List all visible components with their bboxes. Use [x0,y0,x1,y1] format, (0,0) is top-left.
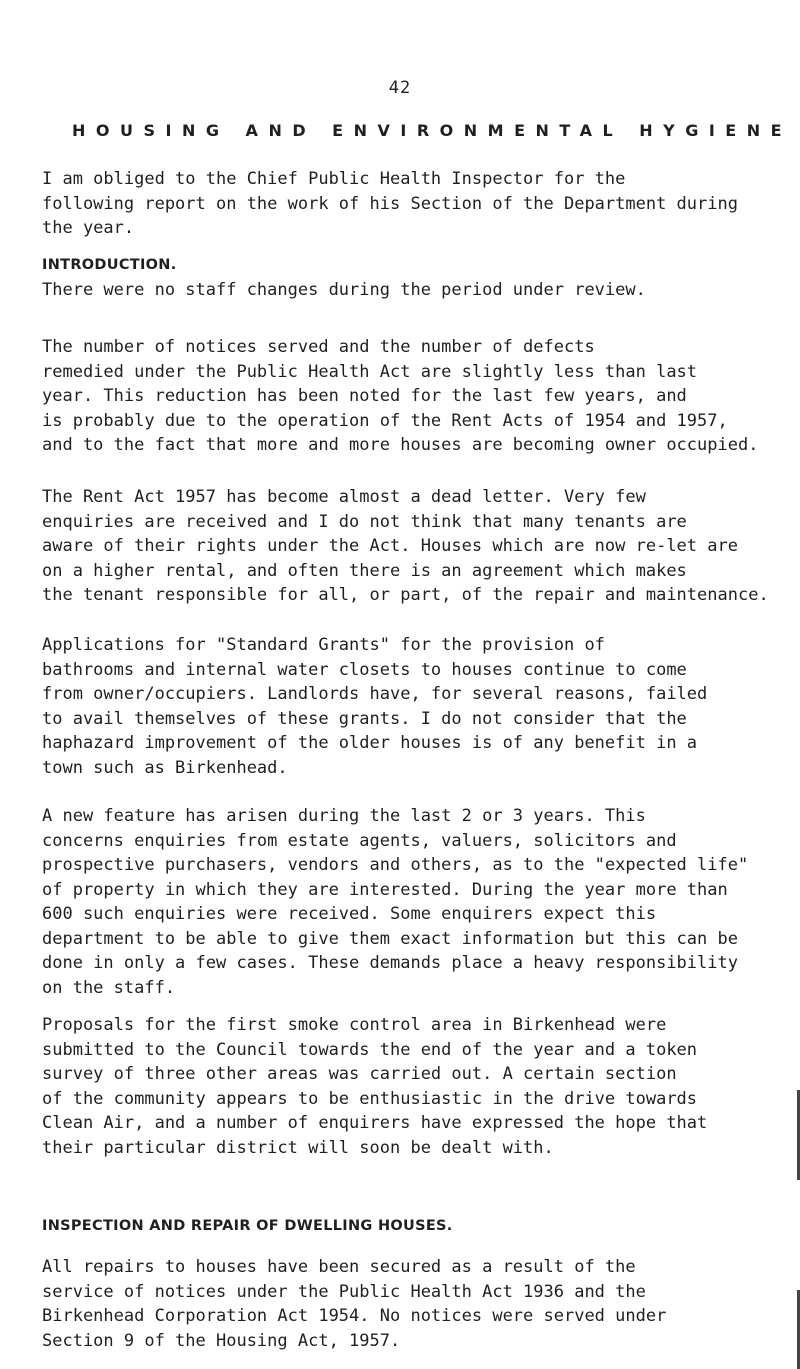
paragraph: Proposals for the first smoke control area in Birkenhead were submitted to the Council towards the end of the year and a token survey of three other areas was carried out. A certain section of the community appears to be enthusiastic in the drive towards Clean Air, and a number of enquirers have expressed the hope that their particular district will soon be dealt with. [42,1015,708,1158]
paragraph: A new feature has arisen during the last 2 or 3 years. This concerns enquiries from estate agents, valuers, solicitors and prospective purchasers, vendors and others, as to the "expected life" of property in which they are interested. During the year more than 600 such enquiries were received. Some enquirers expect this department to be able to give them exact information but this can be done in only a few cases. These demands place a heavy responsibility on the staff. [42,806,749,998]
paragraph: The number of notices served and the number of defects remedied under the Public Health Act are slightly less than last year. This reduction has been noted for the last few years, and is probably due to the operation of the Rent Acts of 1954 and 1957, and to the fact that more and more houses are becoming owner occupied. [42,337,759,455]
page-title: HOUSING AND ENVIRONMENTAL HYGIENE [72,121,793,140]
section-heading-inspection-repair: INSPECTION AND REPAIR OF DWELLING HOUSES. [42,1218,453,1234]
intro-paragraph: I am obliged to the Chief Public Health Inspector for the following report on the work of his Section of the Department during the year. [42,169,738,238]
paragraph: There were no staff changes during the period under review. [42,280,646,300]
section-heading-introduction: INTRODUCTION. [42,257,177,273]
page-number: 42 [388,78,412,98]
paragraph: The Rent Act 1957 has become almost a dead letter. Very few enquiries are received and I do not think that many tenants are aware of their rights under the Act. Houses which are now re-let are on a higher rental, and often there is an agreement which makes the tenant responsible for all, or part, of the repair and maintenance. [42,487,769,605]
paragraph: Applications for "Standard Grants" for the provision of bathrooms and internal water closets to houses continue to come from owner/occupiers. Landlords have, for several reasons, failed to avail themselves of these grants. I do not consider that the haphazard improvement of the older houses is of any benefit in a town such as Birkenhead. [42,635,708,778]
paragraph: All repairs to houses have been secured as a result of the service of notices under the Public Health Act 1936 and the Birkenhead Corporation Act 1954. No notices were served under Section 9 of the Housing Act, 1957. [42,1257,667,1351]
